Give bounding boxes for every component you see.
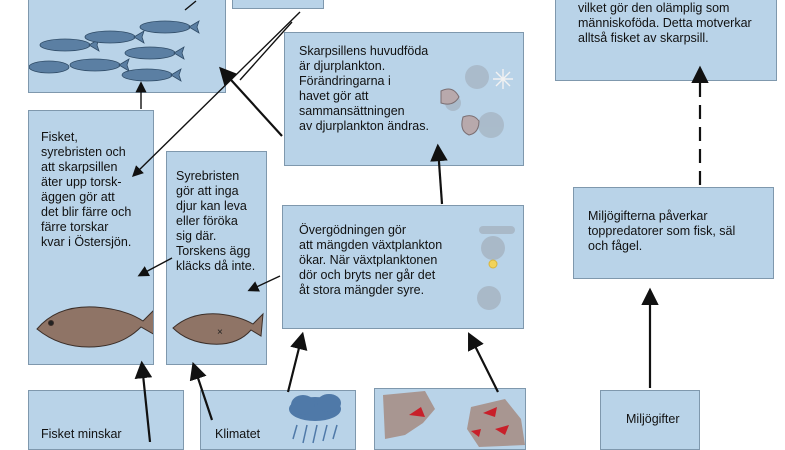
arrow-over-to-djur	[438, 148, 442, 204]
arrow-over-to-syre	[250, 276, 280, 290]
arrow-fisketm-to-fisket	[142, 365, 150, 442]
overgodningen-text: Övergödningen gör att mängden växtplankton ökar. När växtplanktonen dör och bryts ner går det åt stora mängder syre.	[299, 223, 443, 297]
arrow-klimat-to-over	[288, 336, 302, 392]
arrow-herring-to-top	[185, 1, 196, 10]
arrow-klimat-to-syre	[194, 366, 212, 420]
miljogifterna-text: Miljögifterna påverkar toppredatorer som fisk, säl och fågel.	[588, 209, 736, 253]
arrow-map-to-over	[470, 336, 498, 392]
syrebristen-text: Syrebristen gör att inga djur kan leva eller föröka sig där. Torskens ägg kläcks då inte.	[176, 169, 256, 273]
arrow-djur-to-herring	[222, 70, 282, 136]
arrow-top-to-fisket	[134, 12, 300, 175]
arrow-top-to-herring	[240, 22, 292, 80]
svg-text:×: ×	[217, 327, 223, 338]
arrow-syre-to-fisket	[140, 258, 172, 275]
fisket-minskar-text: Fisket minskar	[41, 427, 122, 441]
miljogifter-text: Miljögifter	[626, 412, 680, 426]
djurplankton-text: Skarpsillens huvudföda är djurplankton. Förändringarna i havet gör att sammansättningen av djurplankton ändras.	[299, 44, 429, 133]
klimatet-text: Klimatet	[215, 427, 261, 441]
top-right-text: vilket gör den olämplig som människoföda. Detta motverkar alltså fisket av skarpsill.	[578, 1, 752, 45]
fisket-text: Fisket, syrebristen och att skarpsillen äter upp torsk- äggen gör att det blir färre och färre torskar kvar i Östersjön.	[41, 130, 132, 249]
